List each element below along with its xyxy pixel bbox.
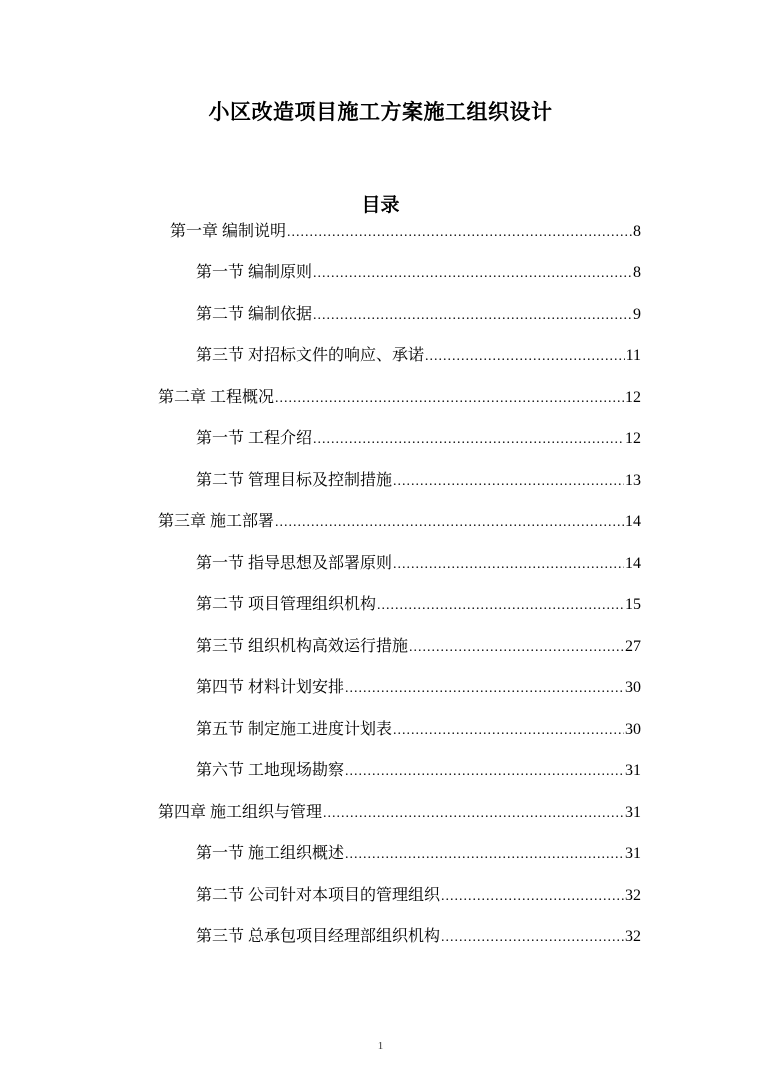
- toc-section-3-5[interactable]: [196, 720, 641, 740]
- toc-entry-label: 第二节 公司针对本项目的管理组织: [196, 887, 441, 904]
- toc-section-4-2[interactable]: [196, 886, 641, 906]
- toc-entry-label: 第一节 施工组织概述: [196, 845, 345, 862]
- dot-leader: [393, 721, 624, 741]
- dot-leader: [287, 223, 632, 243]
- toc-entry-label: 第二节 项目管理组织机构: [196, 596, 377, 613]
- dot-leader: [275, 389, 624, 409]
- toc-entry-page: 15: [625, 596, 641, 613]
- toc-entry-label: 第四节 材料计划安排: [196, 679, 345, 696]
- toc-entry-page: 12: [625, 389, 641, 406]
- toc-entry-label: 第四章 施工组织与管理: [158, 804, 323, 821]
- dot-leader: [345, 762, 624, 782]
- toc-entry-page: 13: [625, 472, 641, 489]
- dot-leader: [313, 264, 632, 284]
- dot-leader: [275, 513, 624, 533]
- toc-entry-page: 8: [633, 223, 641, 240]
- toc-entry-label: 第一节 编制原则: [196, 264, 313, 281]
- dot-leader: [409, 638, 624, 658]
- dot-leader: [345, 679, 624, 699]
- toc-entry-page: 11: [625, 347, 641, 364]
- toc-entry-page: 14: [625, 513, 641, 530]
- dot-leader: [441, 887, 624, 907]
- dot-leader: [393, 472, 624, 492]
- toc-entry-page: 14: [625, 555, 641, 572]
- toc-entry-page: 30: [625, 721, 641, 738]
- toc-entry-page: 31: [625, 762, 641, 779]
- dot-leader: [377, 596, 624, 616]
- toc-chapter-2[interactable]: [158, 388, 641, 408]
- toc-section-4-3[interactable]: [196, 927, 641, 947]
- toc-section-3-6[interactable]: [196, 761, 641, 781]
- dot-leader: [425, 347, 625, 367]
- toc-entry-page: 8: [633, 264, 641, 281]
- toc-section-4-1[interactable]: [196, 844, 641, 864]
- toc-section-2-2[interactable]: [196, 471, 641, 491]
- toc-entry-label: 第一节 工程介绍: [196, 430, 313, 447]
- toc-entry-page: 31: [625, 845, 641, 862]
- toc-entry-page: 30: [625, 679, 641, 696]
- toc-heading: 目录: [361, 194, 400, 216]
- toc-entry-page: 32: [625, 887, 641, 904]
- toc-section-1-3[interactable]: [196, 346, 641, 366]
- toc-chapter-3[interactable]: [158, 512, 641, 532]
- page-number: 1: [377, 1040, 384, 1052]
- toc-entry-label: 第六节 工地现场勘察: [196, 762, 345, 779]
- toc-entry-label: 第二节 管理目标及控制措施: [196, 472, 393, 489]
- toc-section-2-1[interactable]: [196, 429, 641, 449]
- toc-entry-page: 9: [633, 306, 641, 323]
- toc-entry-page: 12: [625, 430, 641, 447]
- document-title: 小区改造项目施工方案施工组织设计: [208, 100, 553, 124]
- dot-leader: [345, 845, 624, 865]
- toc-section-3-1[interactable]: [196, 554, 641, 574]
- toc-entry-label: 第二章 工程概况: [158, 389, 275, 406]
- dot-leader: [313, 430, 624, 450]
- toc-entry-label: 第二节 编制依据: [196, 306, 313, 323]
- dot-leader: [313, 306, 632, 326]
- toc-entry-label: 第三节 对招标文件的响应、承诺: [196, 347, 425, 364]
- toc-chapter-4[interactable]: [158, 803, 641, 823]
- toc-entry-page: 31: [625, 804, 641, 821]
- dot-leader: [323, 804, 624, 824]
- toc-entry-label: 第三章 施工部署: [158, 513, 275, 530]
- toc-section-1-1[interactable]: [196, 263, 641, 283]
- dot-leader: [441, 928, 624, 948]
- dot-leader: [393, 555, 624, 575]
- toc-chapter-1[interactable]: [170, 222, 641, 242]
- toc-section-3-2[interactable]: [196, 595, 641, 615]
- toc-section-1-2[interactable]: [196, 305, 641, 325]
- toc-entry-label: 第五节 制定施工进度计划表: [196, 721, 393, 738]
- toc-entry-label: 第三节 总承包项目经理部组织机构: [196, 928, 441, 945]
- toc-entry-label: 第三节 组织机构高效运行措施: [196, 638, 409, 655]
- toc-entry-page: 32: [625, 928, 641, 945]
- toc-entry-label: 第一章 编制说明: [170, 223, 287, 240]
- toc-section-3-4[interactable]: [196, 678, 641, 698]
- toc-entry-page: 27: [625, 638, 641, 655]
- toc-section-3-3[interactable]: [196, 637, 641, 657]
- toc-entry-label: 第一节 指导思想及部署原则: [196, 555, 393, 572]
